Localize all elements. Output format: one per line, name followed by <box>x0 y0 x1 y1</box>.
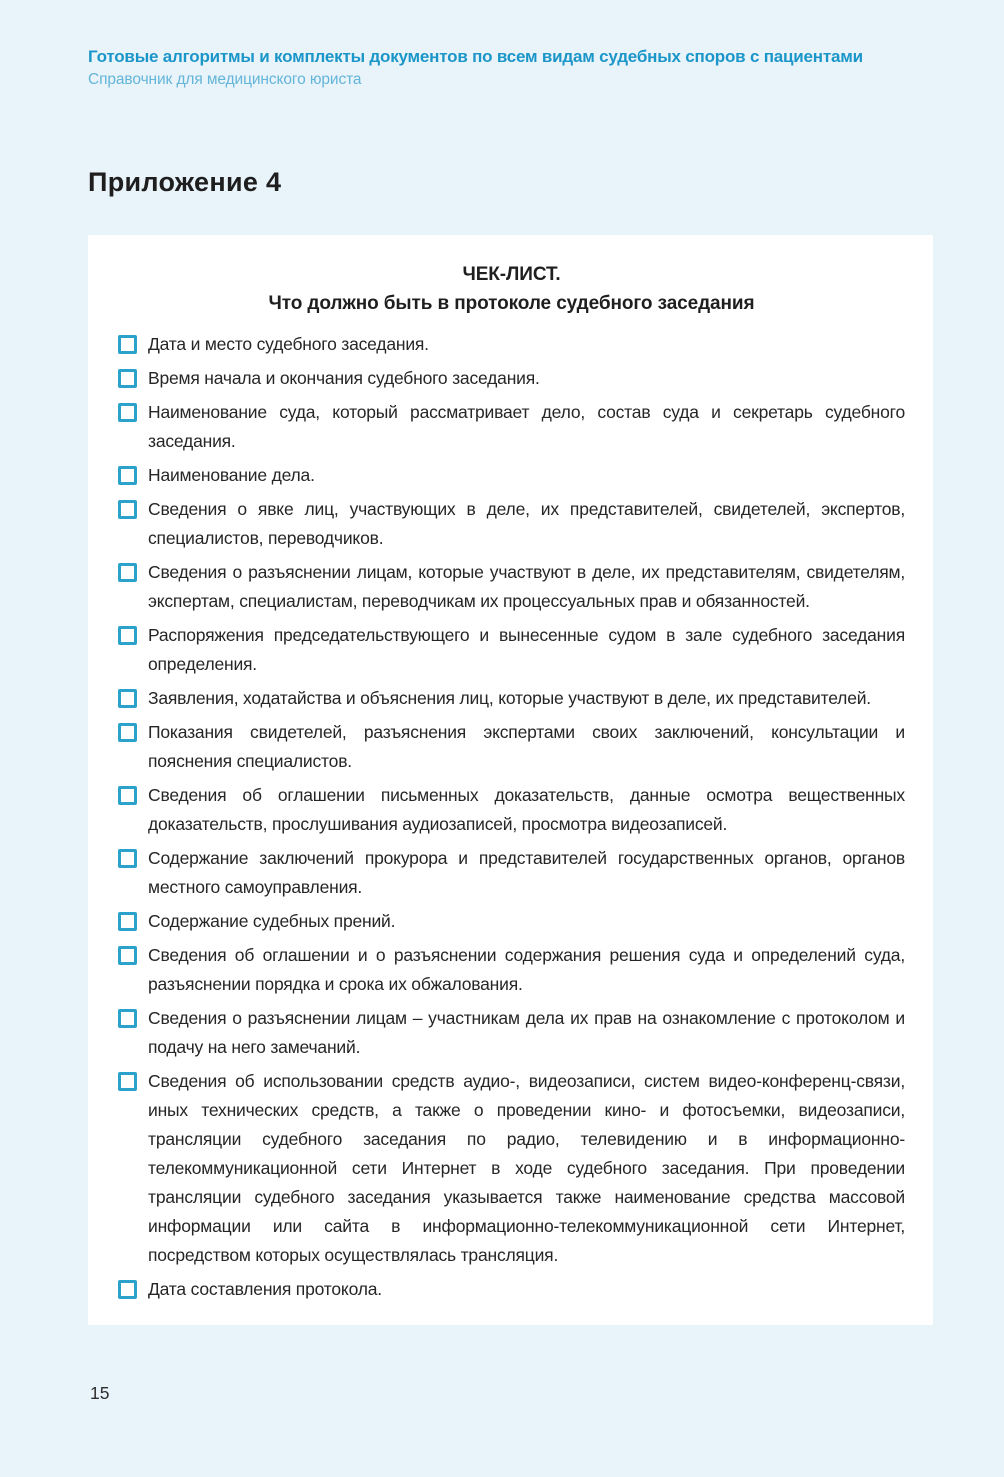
checkbox-icon <box>118 946 137 965</box>
checklist-card <box>88 235 933 1325</box>
checklist-subheading: Что должно быть в протоколе судебного заседания <box>268 293 755 314</box>
checkbox-icon <box>118 849 137 868</box>
checkbox-icon <box>118 1009 137 1028</box>
checkbox-icon <box>118 912 137 931</box>
checkbox-icon <box>118 403 137 422</box>
checklist-item <box>118 495 905 553</box>
checklist-item <box>118 330 905 359</box>
checkbox-icon <box>118 563 137 582</box>
checklist-item-text: Сведения об оглашении и о разъяснении содержания решения суда и определений суда, разъяснении порядка и срока их обжалования. <box>148 945 905 994</box>
checklist-item <box>118 781 905 839</box>
checklist-item <box>118 621 905 679</box>
checkbox-icon <box>118 689 137 708</box>
document-header-title: Готовые алгоритмы и комплекты документов по всем видам судебных споров с пациентами <box>88 47 863 66</box>
checklist-item-text: Сведения об использовании средств аудио-, видеозаписи, систем видео-конференц-связи, иных технических средств, а также о проведении кино- и фотосъемки, видеозаписи, трансляции судебного заседания по радио, телевидению и в информационно-телекоммуникационной сети Интернет в ходе судебного заседания. При проведении трансляции судебного заседания указывается также наименование средства массовой информации или сайта в информационно-телекоммуникационной сети Интернет, посредством которых осуществлялась трансляция. <box>148 1071 905 1265</box>
checkbox-icon <box>118 369 137 388</box>
checklist-item-text: Сведения об оглашении письменных доказательств, данные осмотра вещественных доказательств, прослушивания аудиозаписей, просмотра видеозаписей. <box>148 785 905 834</box>
checklist-item-text: Время начала и окончания судебного заседания. <box>148 368 540 388</box>
checklist-item <box>118 941 905 999</box>
checklist-item <box>118 461 905 490</box>
checklist-item <box>118 1067 905 1270</box>
checkbox-icon <box>118 1072 137 1091</box>
checklist-item <box>118 364 905 393</box>
checklist-item-text: Наименование дела. <box>148 465 315 485</box>
checkbox-icon <box>118 335 137 354</box>
checklist-item-text: Сведения о разъяснении лицам – участникам дела их прав на ознакомление с протоколом и подачу на него замечаний. <box>148 1008 905 1057</box>
checkbox-icon <box>118 786 137 805</box>
checklist-item-text: Сведения о явке лиц, участвующих в деле, их представителей, свидетелей, экспертов, специалистов, переводчиков. <box>148 499 905 548</box>
checklist-item <box>118 718 905 776</box>
checklist-item-text: Распоряжения председательствующего и вынесенные судом в зале судебного заседания определения. <box>148 625 905 674</box>
checklist-item <box>118 684 905 713</box>
checklist-item <box>118 844 905 902</box>
checklist-heading: ЧЕК-ЛИСТ. <box>462 264 561 285</box>
checklist-item-text: Наименование суда, который рассматривает дело, состав суда и секретарь судебного заседания. <box>148 402 905 451</box>
checkbox-icon <box>118 723 137 742</box>
checklist-item-text: Содержание заключений прокурора и представителей государственных органов, органов местного самоуправления. <box>148 848 905 897</box>
checklist-item <box>118 558 905 616</box>
document-header-subtitle: Справочник для медицинского юриста <box>88 71 362 88</box>
page-footer <box>90 1383 109 1404</box>
page-number: 15 <box>90 1383 110 1403</box>
checklist-item <box>118 1004 905 1062</box>
checklist-item-text: Заявления, ходатайства и объяснения лиц, которые участвуют в деле, их представителей. <box>148 688 871 708</box>
checklist-item-text: Показания свидетелей, разъяснения экспертами своих заключений, консультации и пояснения специалистов. <box>148 722 905 771</box>
checklist-item-text: Содержание судебных прений. <box>148 911 396 931</box>
checklist-item <box>118 907 905 936</box>
checklist-item <box>118 398 905 456</box>
section-title: Приложение 4 <box>88 167 282 197</box>
checkbox-icon <box>118 466 137 485</box>
checkbox-icon <box>118 500 137 519</box>
checklist-items <box>118 330 905 1304</box>
checklist-item-text: Дата и место судебного заседания. <box>148 334 429 354</box>
document-header <box>88 47 948 89</box>
checklist-item-text: Сведения о разъяснении лицам, которые участвуют в деле, их представителям, свидетелям, экспертам, специалистам, переводчикам их процессуальных прав и обязанностей. <box>148 562 905 611</box>
checklist-item <box>118 1275 905 1304</box>
checkbox-icon <box>118 626 137 645</box>
checkbox-icon <box>118 1280 137 1299</box>
checklist-item-text: Дата составления протокола. <box>148 1279 382 1299</box>
